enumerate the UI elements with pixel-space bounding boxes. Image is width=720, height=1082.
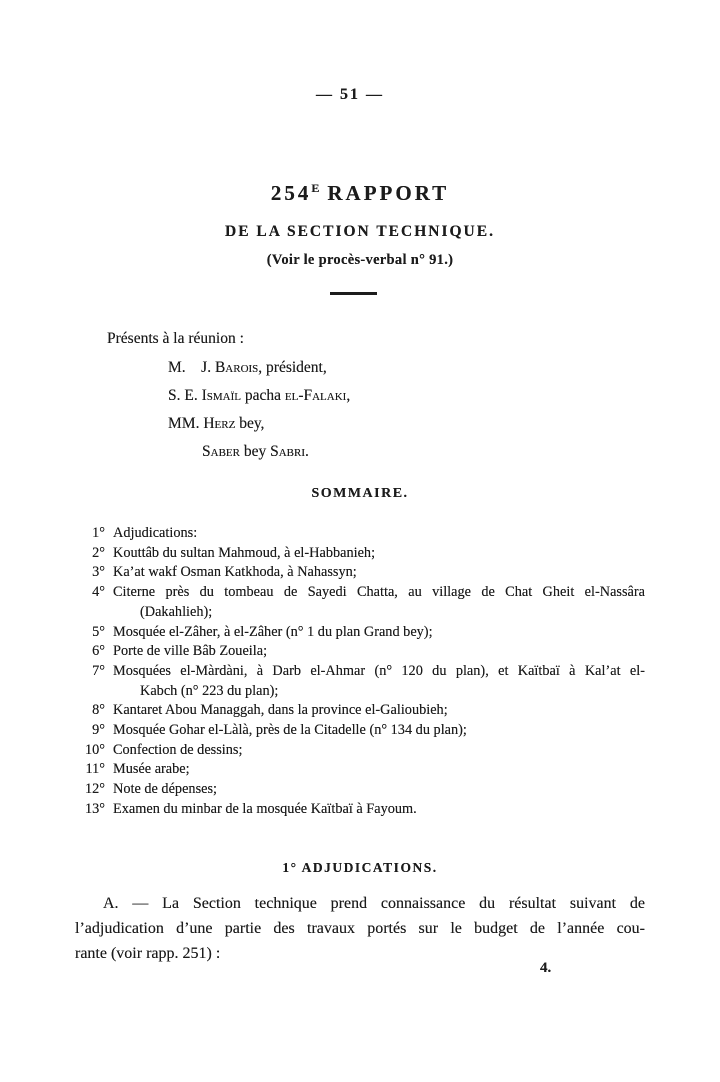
item-number: 3° — [92, 564, 105, 581]
item-text: Musée arabe; — [113, 761, 190, 778]
item-text: Mosquées el-Màrdàni, à Darb el-Ahmar (n° 120 du plan), et Kaïtbaï à Kal’at el- — [113, 662, 645, 679]
paragraph-line: A. — La Section technique prend connaissance du résultat suivant de — [103, 895, 645, 912]
summary-heading: SOMMAIRE. — [311, 486, 409, 501]
attendee-text: . — [305, 443, 309, 460]
paragraph-line: l’adjudication d’une partie des travaux portés sur le budget de l’année cou- — [75, 920, 645, 937]
item-text: Note de dépenses; — [113, 781, 218, 798]
attendee-name: el-Falaki — [284, 387, 347, 404]
report-title-word: RAPPORT — [327, 181, 450, 205]
item-number: 8° — [92, 702, 105, 719]
item-number: 13° — [84, 800, 105, 817]
item-text: Porte de ville Bâb Zoueila; — [113, 643, 268, 660]
attendees-intro: Présents à la réunion : — [107, 330, 244, 347]
summary-list — [75, 524, 645, 820]
report-title-ordinal-suffix: E — [311, 181, 320, 195]
item-text: Examen du minbar de la mosquée Kaïtbaï à Fayoum. — [113, 800, 417, 817]
signature-mark: 4. — [540, 960, 552, 976]
item-number: 12° — [84, 781, 105, 798]
attendees-list — [75, 354, 645, 466]
item-number: 10° — [84, 741, 105, 758]
item-text: Kouttâb du sultan Mahmoud, à el-Habbanieh; — [113, 544, 376, 561]
summary-item — [75, 623, 645, 643]
attendee-text: bey, — [235, 415, 265, 432]
body-paragraph — [75, 891, 645, 966]
attendee-text: pacha — [240, 387, 285, 404]
attendee-line — [168, 354, 645, 382]
summary-item — [75, 780, 645, 800]
summary-item — [75, 583, 645, 622]
item-number: 5° — [92, 623, 105, 640]
summary-item — [75, 721, 645, 741]
attendee-line — [202, 438, 645, 466]
attendee-name: Sabri — [270, 443, 306, 460]
attendee-text: MM. — [168, 415, 204, 432]
summary-item — [75, 760, 645, 780]
summary-item — [75, 563, 645, 583]
attendee-line — [168, 410, 645, 438]
item-number: 1° — [92, 525, 105, 541]
report-subtitle: DE LA SECTION TECHNIQUE. — [225, 223, 495, 240]
item-text: Mosquée el-Zâher, à el-Zâher (n° 1 du plan Grand bey); — [113, 623, 433, 640]
attendee-text: M. J. — [168, 359, 215, 376]
attendee-name: Barois — [214, 359, 259, 376]
summary-item — [75, 642, 645, 662]
summary-item — [75, 701, 645, 721]
summary-item — [75, 524, 645, 544]
item-number: 7° — [92, 662, 105, 679]
report-title — [75, 181, 645, 206]
separator-rule — [330, 292, 377, 295]
attendee-name: Ismaïl — [201, 387, 241, 404]
attendee-text: S. E. — [168, 387, 202, 404]
proces-verbal-note: (Voir le procès-verbal n° 91.) — [266, 252, 454, 268]
item-number: 2° — [92, 544, 105, 561]
attendee-name: Herz — [203, 415, 236, 432]
attendee-name: Saber — [202, 443, 240, 460]
report-title-number: 254 — [270, 181, 312, 205]
attendee-text: , président, — [258, 359, 327, 376]
summary-item — [75, 662, 645, 701]
item-number: 6° — [92, 643, 105, 660]
item-text: Mosquée Gohar el-Làlà, près de la Citadelle (n° 134 du plan); — [113, 722, 467, 739]
item-text-continued: (Dakahlieh); — [140, 603, 213, 620]
item-number: 9° — [92, 722, 105, 739]
section-heading: 1° ADJUDICATIONS. — [282, 860, 438, 875]
item-text: Citerne près du tombeau de Sayedi Chatta, au village de Chat Gheit el-Nassâra — [113, 584, 645, 601]
paragraph-line: rante (voir rapp. 251) : — [75, 945, 221, 962]
attendee-text: bey — [239, 443, 271, 460]
item-number: 4° — [92, 584, 105, 601]
summary-item — [75, 544, 645, 564]
item-number: 11° — [85, 761, 105, 778]
attendee-text: , — [346, 387, 351, 404]
summary-item — [75, 741, 645, 761]
summary-item — [75, 800, 645, 820]
page-number: — 51 — — [316, 86, 384, 103]
attendee-line — [168, 382, 645, 410]
item-text: Kantaret Abou Managgah, dans la province el-Galioubieh; — [113, 702, 448, 719]
item-text: Ka’at wakf Osman Katkhoda, à Nahassyn; — [113, 564, 357, 581]
item-text-continued: Kabch (n° 223 du plan); — [140, 682, 279, 699]
item-text: Adjudications: — [113, 525, 198, 541]
item-text: Confection de dessins; — [113, 741, 243, 758]
